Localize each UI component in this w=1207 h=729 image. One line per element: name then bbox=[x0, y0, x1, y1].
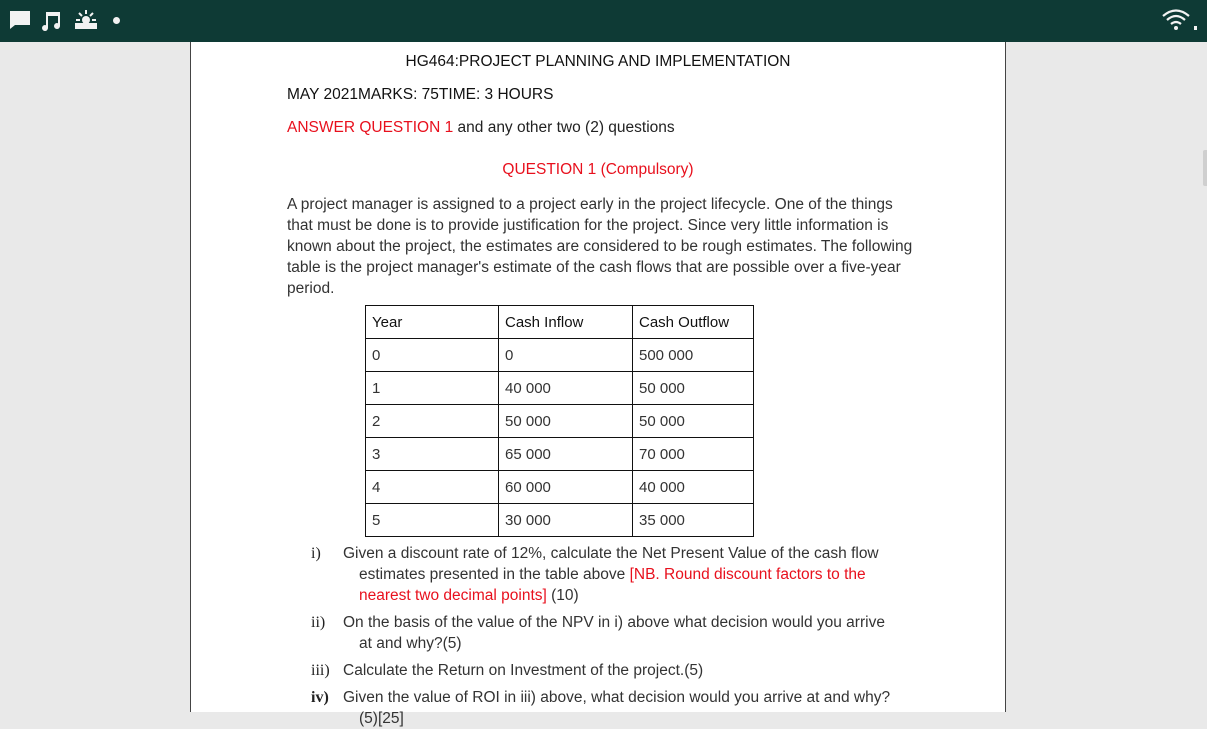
cell-year: 4 bbox=[366, 471, 499, 504]
cell-inflow: 60 000 bbox=[499, 471, 633, 504]
cell-inflow: 40 000 bbox=[499, 372, 633, 405]
cell-year: 0 bbox=[366, 339, 499, 372]
notification-dot-icon bbox=[113, 17, 120, 24]
question-line: Calculate the Return on Investment of the project.(5) bbox=[343, 662, 704, 679]
cell-inflow: 65 000 bbox=[499, 438, 633, 471]
question-line: Given a discount rate of 12%, calculate the Net Present Value of the cash flow bbox=[343, 545, 879, 562]
cell-outflow: 50 000 bbox=[633, 405, 754, 438]
header-cash-outflow: Cash Outflow bbox=[633, 306, 754, 339]
cell-year: 5 bbox=[366, 504, 499, 537]
table-row bbox=[366, 339, 754, 372]
status-bar bbox=[0, 0, 1207, 42]
table-row bbox=[366, 405, 754, 438]
cell-inflow: 50 000 bbox=[499, 405, 633, 438]
question-line: Given the value of ROI in iii) above, what decision would you arrive at and why? bbox=[343, 689, 891, 706]
wifi-icon bbox=[1160, 6, 1200, 41]
question-marks: (10) bbox=[546, 587, 579, 604]
question-text bbox=[343, 543, 911, 606]
table-row bbox=[366, 504, 754, 537]
cell-outflow: 50 000 bbox=[633, 372, 754, 405]
weather-icon bbox=[73, 8, 99, 38]
table-row bbox=[366, 372, 754, 405]
instruction-highlight: ANSWER QUESTION 1 bbox=[287, 119, 454, 136]
question-line-part: estimates presented in the table above bbox=[359, 566, 630, 583]
question-paragraph: A project manager is assigned to a project early in the project lifecycle. One of the things that must be done is to provide justification for the project. Since very little information is known about the project, the estimates are considered to be rough estimates. The following table is the project manager's estimate of the cash flows that are possible over a five-year period. bbox=[287, 196, 913, 297]
exam-meta: MAY 2021MARKS: 75TIME: 3 HOURS bbox=[287, 86, 554, 103]
note-highlight: nearest two decimal points] bbox=[359, 587, 547, 604]
table-row bbox=[366, 471, 754, 504]
question-text bbox=[343, 612, 911, 654]
cell-outflow: 70 000 bbox=[633, 438, 754, 471]
table-row bbox=[366, 438, 754, 471]
question-number: iv) bbox=[311, 689, 329, 706]
cell-outflow: 35 000 bbox=[633, 504, 754, 537]
cash-flow-table bbox=[365, 305, 754, 537]
instruction-rest: and any other two (2) questions bbox=[453, 119, 675, 136]
question-number: iii) bbox=[311, 662, 330, 679]
note-highlight: [NB. Round discount factors to the bbox=[629, 566, 866, 583]
cell-year: 2 bbox=[366, 405, 499, 438]
cell-outflow: 500 000 bbox=[633, 339, 754, 372]
question-heading: QUESTION 1 (Compulsory) bbox=[502, 161, 694, 178]
question-text bbox=[343, 660, 911, 681]
cell-inflow: 30 000 bbox=[499, 504, 633, 537]
question-line: at and why?(5) bbox=[359, 635, 462, 652]
cell-inflow: 0 bbox=[499, 339, 633, 372]
exam-title: HG464:PROJECT PLANNING AND IMPLEMENTATION bbox=[405, 53, 791, 70]
exam-instruction bbox=[287, 119, 675, 137]
question-line bbox=[343, 585, 911, 606]
question-number: ii) bbox=[311, 614, 326, 631]
message-icon bbox=[8, 8, 32, 38]
scroll-handle[interactable] bbox=[1203, 150, 1207, 186]
cell-outflow: 40 000 bbox=[633, 471, 754, 504]
music-note-icon bbox=[40, 8, 62, 38]
question-line: (5)[25] bbox=[359, 710, 404, 727]
table-header-row bbox=[366, 306, 754, 339]
question-line bbox=[343, 564, 911, 585]
header-year: Year bbox=[366, 306, 499, 339]
question-number: i) bbox=[311, 545, 321, 562]
document-page bbox=[190, 42, 1006, 727]
cell-year: 3 bbox=[366, 438, 499, 471]
question-text bbox=[343, 687, 911, 729]
cell-year: 1 bbox=[366, 372, 499, 405]
question-line: On the basis of the value of the NPV in i) above what decision would you arrive bbox=[343, 614, 885, 631]
header-cash-inflow: Cash Inflow bbox=[499, 306, 633, 339]
